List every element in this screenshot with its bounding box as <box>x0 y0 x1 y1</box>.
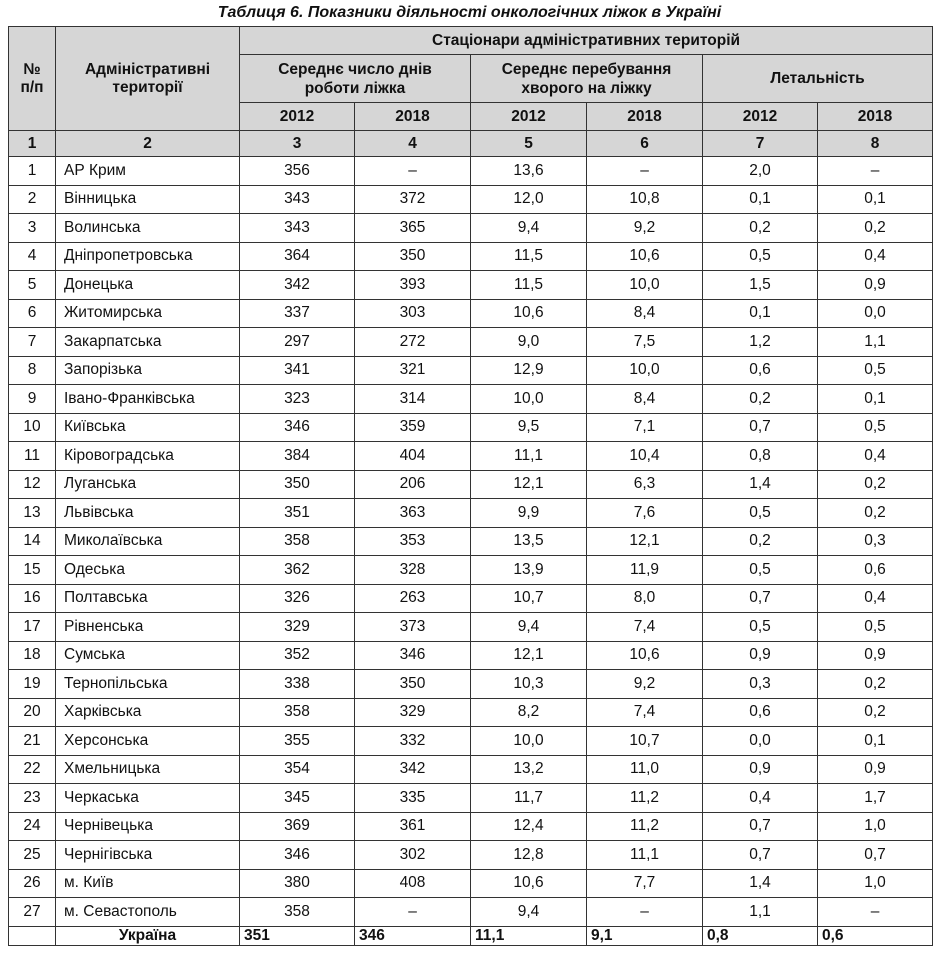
table-cell: 9,0 <box>471 328 587 357</box>
table-cell: 303 <box>355 299 471 328</box>
header-territory: Адміністративні території <box>56 27 240 131</box>
table-cell: 342 <box>240 271 355 300</box>
column-number: 2 <box>56 131 240 157</box>
table-cell: 341 <box>240 356 355 385</box>
table-cell: 7,7 <box>587 869 703 898</box>
table-cell: 329 <box>355 698 471 727</box>
table-row <box>9 499 933 528</box>
table-cell: 321 <box>355 356 471 385</box>
table-cell: 12,1 <box>587 527 703 556</box>
table-cell: 346 <box>240 841 355 870</box>
table-cell: 302 <box>355 841 471 870</box>
table-cell: 345 <box>240 784 355 813</box>
table-cell: 350 <box>355 242 471 271</box>
row-number: 23 <box>9 784 56 813</box>
table-cell: 335 <box>355 784 471 813</box>
table-cell: 0,7 <box>703 413 818 442</box>
territory-name: Одеська <box>56 556 240 585</box>
total-row <box>9 926 933 945</box>
table-cell: 361 <box>355 812 471 841</box>
territory-name: м. Севастополь <box>56 898 240 927</box>
row-number: 2 <box>9 185 56 214</box>
table-cell: 13,6 <box>471 157 587 186</box>
table-cell: 0,9 <box>818 755 933 784</box>
table-cell: 351 <box>240 926 355 945</box>
table-cell: 9,4 <box>471 214 587 243</box>
table-cell: 10,6 <box>587 242 703 271</box>
table-cell: 1,4 <box>703 869 818 898</box>
table-cell: 11,2 <box>587 784 703 813</box>
territory-name: Чернігівська <box>56 841 240 870</box>
table-cell: 11,1 <box>471 926 587 945</box>
table-cell: 0,2 <box>703 214 818 243</box>
table-cell: 350 <box>355 670 471 699</box>
table-cell: 372 <box>355 185 471 214</box>
table-row <box>9 812 933 841</box>
table-cell: 11,9 <box>587 556 703 585</box>
oncology-beds-table <box>8 26 933 946</box>
table-cell: 0,7 <box>703 584 818 613</box>
table-cell: – <box>818 898 933 927</box>
column-number: 7 <box>703 131 818 157</box>
table-cell: 338 <box>240 670 355 699</box>
row-number: 24 <box>9 812 56 841</box>
table-cell: 10,7 <box>471 584 587 613</box>
table-cell: 9,5 <box>471 413 587 442</box>
table-cell: 364 <box>240 242 355 271</box>
table-caption: Таблиця 6. Показники діяльності онкологічних ліжок в Україні <box>217 4 722 21</box>
table-cell: 263 <box>355 584 471 613</box>
table-cell: 0,2 <box>818 470 933 499</box>
header-year: 2018 <box>818 103 933 131</box>
table-row <box>9 755 933 784</box>
row-number: 10 <box>9 413 56 442</box>
column-number: 1 <box>9 131 56 157</box>
table-cell: 7,1 <box>587 413 703 442</box>
table-cell: 0,7 <box>703 841 818 870</box>
table-cell: 13,9 <box>471 556 587 585</box>
table-cell: 12,1 <box>471 470 587 499</box>
table-cell: 351 <box>240 499 355 528</box>
territory-name: Донецька <box>56 271 240 300</box>
table-cell: 12,9 <box>471 356 587 385</box>
table-cell: 1,0 <box>818 812 933 841</box>
table-cell: 0,4 <box>703 784 818 813</box>
table-row <box>9 271 933 300</box>
table-cell: 8,0 <box>587 584 703 613</box>
table-cell: 12,4 <box>471 812 587 841</box>
row-number: 26 <box>9 869 56 898</box>
row-number: 9 <box>9 385 56 414</box>
row-number: 15 <box>9 556 56 585</box>
table-cell: 353 <box>355 527 471 556</box>
table-cell: 7,4 <box>587 698 703 727</box>
table-cell: 7,6 <box>587 499 703 528</box>
table-cell: – <box>587 157 703 186</box>
territory-name: Київська <box>56 413 240 442</box>
table-cell: 314 <box>355 385 471 414</box>
table-cell: 13,2 <box>471 755 587 784</box>
table-cell: 10,6 <box>587 641 703 670</box>
table-cell: – <box>355 898 471 927</box>
header-year: 2012 <box>703 103 818 131</box>
table-row <box>9 442 933 471</box>
table-row <box>9 613 933 642</box>
table-cell: 384 <box>240 442 355 471</box>
table-cell: 0,9 <box>703 641 818 670</box>
territory-name: Миколаївська <box>56 527 240 556</box>
table-cell: 10,4 <box>587 442 703 471</box>
table-cell: 1,0 <box>818 869 933 898</box>
table-cell: 343 <box>240 214 355 243</box>
table-cell: 343 <box>240 185 355 214</box>
row-number: 18 <box>9 641 56 670</box>
column-number: 5 <box>471 131 587 157</box>
header-num: № п/п <box>9 27 56 131</box>
table-cell: 356 <box>240 157 355 186</box>
table-cell: 350 <box>240 470 355 499</box>
table-cell: 11,5 <box>471 242 587 271</box>
table-cell: 369 <box>240 812 355 841</box>
territory-name: Херсонська <box>56 727 240 756</box>
row-number: 16 <box>9 584 56 613</box>
row-number: 3 <box>9 214 56 243</box>
table-row <box>9 584 933 613</box>
row-number: 25 <box>9 841 56 870</box>
table-cell: 332 <box>355 727 471 756</box>
header-avg-stay: Середнє перебування хворого на ліжку <box>471 55 703 103</box>
column-number: 4 <box>355 131 471 157</box>
table-cell: 0,9 <box>703 755 818 784</box>
table-cell: 0,2 <box>818 499 933 528</box>
table-cell: 8,4 <box>587 385 703 414</box>
row-number: 6 <box>9 299 56 328</box>
table-cell: 12,0 <box>471 185 587 214</box>
table-row <box>9 328 933 357</box>
header-year: 2012 <box>240 103 355 131</box>
territory-name: Кіровоградська <box>56 442 240 471</box>
table-cell: 0,1 <box>703 299 818 328</box>
table-cell: 393 <box>355 271 471 300</box>
table-cell: 11,2 <box>587 812 703 841</box>
table-cell: 0,2 <box>703 385 818 414</box>
table-cell: 380 <box>240 869 355 898</box>
table-cell: 346 <box>355 926 471 945</box>
table-cell: 1,7 <box>818 784 933 813</box>
table-cell: 328 <box>355 556 471 585</box>
table-cell: 0,5 <box>703 242 818 271</box>
table-cell: 0,6 <box>703 698 818 727</box>
territory-name: Житомирська <box>56 299 240 328</box>
row-number: 19 <box>9 670 56 699</box>
table-cell: 0,1 <box>818 727 933 756</box>
table-cell: 9,4 <box>471 898 587 927</box>
table-cell: 342 <box>355 755 471 784</box>
territory-name: Полтавська <box>56 584 240 613</box>
table-cell: 0,2 <box>818 698 933 727</box>
table-cell: 358 <box>240 698 355 727</box>
table-cell: 0,5 <box>703 613 818 642</box>
table-row <box>9 556 933 585</box>
table-cell: 206 <box>355 470 471 499</box>
row-number: 22 <box>9 755 56 784</box>
table-row <box>9 670 933 699</box>
header-year: 2018 <box>355 103 471 131</box>
table-cell: 354 <box>240 755 355 784</box>
header-year: 2018 <box>587 103 703 131</box>
table-cell: 10,0 <box>587 271 703 300</box>
row-number: 11 <box>9 442 56 471</box>
table-cell: 10,0 <box>471 727 587 756</box>
table-cell: 10,8 <box>587 185 703 214</box>
table-row <box>9 641 933 670</box>
table-row <box>9 784 933 813</box>
table-cell: 1,4 <box>703 470 818 499</box>
header-bed-days: Середнє число днів роботи ліжка <box>240 55 471 103</box>
table-cell: 352 <box>240 641 355 670</box>
row-number: 5 <box>9 271 56 300</box>
table-cell: 0,8 <box>703 926 818 945</box>
table-body <box>9 157 933 927</box>
header-year: 2012 <box>471 103 587 131</box>
territory-name: Чернівецька <box>56 812 240 841</box>
table-cell: 11,0 <box>587 755 703 784</box>
territory-name: м. Київ <box>56 869 240 898</box>
territory-name: Дніпропетровська <box>56 242 240 271</box>
table-row <box>9 841 933 870</box>
territory-name: Івано-Франківська <box>56 385 240 414</box>
table-cell: 10,0 <box>587 356 703 385</box>
table-cell: 11,7 <box>471 784 587 813</box>
table-cell: 1,1 <box>818 328 933 357</box>
row-number: 7 <box>9 328 56 357</box>
table-cell: 0,1 <box>818 385 933 414</box>
table-cell: 2,0 <box>703 157 818 186</box>
table-cell: 0,5 <box>703 499 818 528</box>
table-cell: 358 <box>240 527 355 556</box>
table-cell: 7,5 <box>587 328 703 357</box>
table-cell: 12,1 <box>471 641 587 670</box>
table-cell: 0,0 <box>703 727 818 756</box>
table-cell: 0,6 <box>818 926 933 945</box>
table-cell: – <box>587 898 703 927</box>
table-cell: 7,4 <box>587 613 703 642</box>
table-row <box>9 242 933 271</box>
table-row <box>9 299 933 328</box>
table-cell: 404 <box>355 442 471 471</box>
table-cell: 346 <box>240 413 355 442</box>
table-cell: 0,2 <box>703 527 818 556</box>
table-row <box>9 356 933 385</box>
table-cell: 0,9 <box>818 641 933 670</box>
row-number: 12 <box>9 470 56 499</box>
row-number: 4 <box>9 242 56 271</box>
territory-name: Львівська <box>56 499 240 528</box>
territory-name: Вінницька <box>56 185 240 214</box>
table-cell: 0,5 <box>818 413 933 442</box>
table-cell: 10,6 <box>471 299 587 328</box>
table-cell: 337 <box>240 299 355 328</box>
header-group: Стаціонари адміністративних територій <box>240 27 933 55</box>
table-cell: – <box>818 157 933 186</box>
total-label: Україна <box>56 926 240 945</box>
table-cell: 373 <box>355 613 471 642</box>
table-cell: 0,4 <box>818 442 933 471</box>
table-cell: 408 <box>355 869 471 898</box>
table-cell: 9,1 <box>587 926 703 945</box>
table-cell: 329 <box>240 613 355 642</box>
territory-name: АР Крим <box>56 157 240 186</box>
table-row <box>9 527 933 556</box>
table-cell: 0,5 <box>818 356 933 385</box>
row-number: 20 <box>9 698 56 727</box>
territory-name: Запорізька <box>56 356 240 385</box>
territory-name: Хмельницька <box>56 755 240 784</box>
row-number: 14 <box>9 527 56 556</box>
territory-name: Волинська <box>56 214 240 243</box>
table-cell: 13,5 <box>471 527 587 556</box>
row-number: 27 <box>9 898 56 927</box>
table-cell: 0,0 <box>818 299 933 328</box>
table-cell: 0,6 <box>703 356 818 385</box>
territory-name: Луганська <box>56 470 240 499</box>
table-cell: 346 <box>355 641 471 670</box>
table-cell: 11,1 <box>587 841 703 870</box>
column-number: 8 <box>818 131 933 157</box>
table-cell: 0,8 <box>703 442 818 471</box>
table-cell: 0,1 <box>818 185 933 214</box>
table-cell: 10,7 <box>587 727 703 756</box>
table-cell: 11,1 <box>471 442 587 471</box>
table-row <box>9 185 933 214</box>
table-cell: 0,2 <box>818 670 933 699</box>
row-number: 1 <box>9 157 56 186</box>
table-cell: 0,5 <box>703 556 818 585</box>
territory-name: Тернопільська <box>56 670 240 699</box>
table-cell: 1,1 <box>703 898 818 927</box>
table-cell: 0,7 <box>818 841 933 870</box>
table-cell: 323 <box>240 385 355 414</box>
table-cell: 0,9 <box>818 271 933 300</box>
table-row <box>9 214 933 243</box>
table-cell: 0,7 <box>703 812 818 841</box>
row-number: 13 <box>9 499 56 528</box>
table-row <box>9 698 933 727</box>
table-cell: 0,6 <box>818 556 933 585</box>
table-cell: 6,3 <box>587 470 703 499</box>
row-number: 21 <box>9 727 56 756</box>
table-cell: 362 <box>240 556 355 585</box>
table-cell: 9,9 <box>471 499 587 528</box>
table-row <box>9 470 933 499</box>
territory-name: Рівненська <box>56 613 240 642</box>
table-row <box>9 157 933 186</box>
table-cell: 0,1 <box>703 185 818 214</box>
table-cell: 0,3 <box>818 527 933 556</box>
table-row <box>9 869 933 898</box>
header-lethality: Летальність <box>703 55 933 103</box>
table-cell: 0,5 <box>818 613 933 642</box>
table-cell: 0,4 <box>818 242 933 271</box>
table-cell: 12,8 <box>471 841 587 870</box>
row-number: 17 <box>9 613 56 642</box>
territory-name: Закарпатська <box>56 328 240 357</box>
territory-name: Сумська <box>56 641 240 670</box>
table-cell: 326 <box>240 584 355 613</box>
table-cell: 359 <box>355 413 471 442</box>
table-cell: 355 <box>240 727 355 756</box>
table-cell: 9,2 <box>587 214 703 243</box>
table-cell: 1,5 <box>703 271 818 300</box>
table-row <box>9 898 933 927</box>
table-row <box>9 727 933 756</box>
territory-name: Черкаська <box>56 784 240 813</box>
table-cell: 8,4 <box>587 299 703 328</box>
column-number-row <box>9 131 933 157</box>
table-cell: 297 <box>240 328 355 357</box>
territory-name: Харківська <box>56 698 240 727</box>
table-cell: 11,5 <box>471 271 587 300</box>
table-cell: 358 <box>240 898 355 927</box>
column-number: 3 <box>240 131 355 157</box>
table-cell: – <box>355 157 471 186</box>
row-number: 8 <box>9 356 56 385</box>
table-cell: 0,4 <box>818 584 933 613</box>
table-cell: 0,3 <box>703 670 818 699</box>
table-cell: 8,2 <box>471 698 587 727</box>
table-cell: 1,2 <box>703 328 818 357</box>
table-cell: 10,3 <box>471 670 587 699</box>
table-cell: 272 <box>355 328 471 357</box>
table-row <box>9 413 933 442</box>
table-cell: 10,6 <box>471 869 587 898</box>
table-cell: 9,2 <box>587 670 703 699</box>
column-number: 6 <box>587 131 703 157</box>
table-cell: 10,0 <box>471 385 587 414</box>
table-cell: 365 <box>355 214 471 243</box>
table-cell: 0,2 <box>818 214 933 243</box>
table-cell: 9,4 <box>471 613 587 642</box>
table-cell: 363 <box>355 499 471 528</box>
table-row <box>9 385 933 414</box>
